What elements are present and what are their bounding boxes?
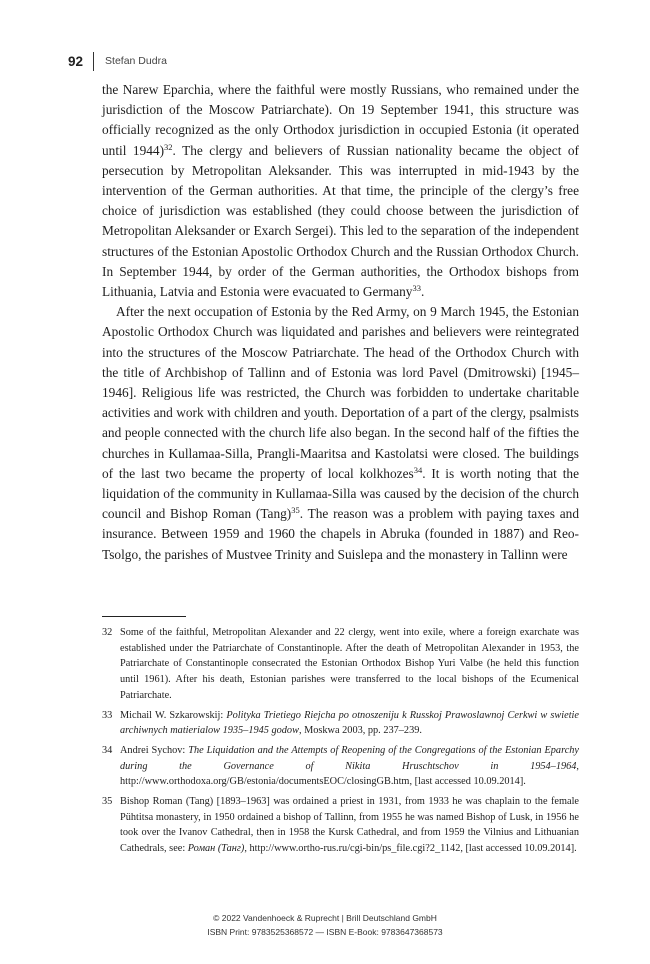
footnote-ref-35[interactable]: 35 (291, 505, 300, 516)
paragraph-2-text-a: After the next occupation of Estonia by the Red Army, on 9 March 1945, the Estonian Apostolic Orthodox Church was liquidated and parishes and believers were reintegrated into the structures of the Moscow Patriarchate. The head of the Orthodox Church with the title of Archbishop of Tallinn and of Estonia was lord Pavel (Dmitrowski) [1945–1946]. Religious life was restricted, the Church was forbidden to undertake charitable activities and work with children and youth. Deportation of a part of the clergy, psalmists and people connected with the church life also began. In the second half of the fifties the churches in Kullamaa-Silla, Prangli-Maaritsa and Kastolatsi were closed. The buildings of the last two became the property of local kolkhozes (102, 304, 579, 481)
footnote-number: 33 (102, 709, 113, 721)
page-number: 92 (68, 53, 84, 69)
running-head-author: Stefan Dudra (105, 55, 167, 67)
footnote-ref-34[interactable]: 34 (413, 464, 423, 475)
page-header (68, 50, 167, 72)
footnote-number: 32 (102, 627, 113, 638)
paragraph-1-text-b: . The clergy and believers of Russian nationality became the object of persecution by Metropolitan Aleksander. This was interrupted in mid-1943 by the intervention of the German authorities. At that time, the principle of the clergy’s free choice of jurisdiction was established (they could choose between the jurisdiction of Metropolitan Aleksander or Exarch Sergei). This led to the separation of the independent structures of the Estonian Apostolic Orthodox Church and the Russian Orthodox Church. In September 1944, by order of the German authorities, the Orthodox bishops from Lithuania, Latvia and Estonia were evacuated to Germany (102, 142, 579, 300)
paragraph-1 (102, 80, 579, 302)
footnote-citation: , Moskwa 2003, pp. 237–239. (298, 725, 422, 737)
header-divider (93, 52, 94, 71)
footnote-text: Bishop Roman (Tang) [1893–1963] was ordained a priest in 1931, from 1933 he was chaplain to the female Pühtitsa monastery, in 1950 ordained a bishop of Tallinn, from 1955 he was named Bishop of Lusk, in 1956 he took over the Ivanov Cathedral, then in 1958 the Kursk Cathedral, and from 1959 the Vilnius and Lithuanian Cathedrals, see: (120, 796, 579, 855)
footnote-32 (102, 625, 579, 704)
footnote-33 (102, 708, 579, 739)
footnote-author: Michail W. Szkarowskij: (120, 709, 227, 721)
paragraph-2-text-c: . The reason was a problem with paying taxes and insurance. Between 1959 and 1960 the chapels in Abruka (founded in 1887) and Reo-Tsolgo, the parishes of Mustvee Trinity and Suislepa and the monastery in Tallinn were (102, 506, 579, 562)
footnote-title: Polityka Trietiego Riejcha po otnoszeniju k Russkoj Prawoslawnoj Cerkwi w swietie archiwnych matierialow 1935–1945 godow (120, 709, 579, 737)
footnote-text: Some of the faithful, Metropolitan Alexander and 22 clergy, went into exile, where a foreign exarchate was established under the Patriarchate of Constantinople. After the death of Metropolitan Alexander in 1953, the Patriarchate of Constantinople consecrated the Estonian Orthodox Bishop Yuri Valbe (he held this function until 1961). After his death, Estonian parishes were transferred to the local bishops of the Ecumenical Patriarchate. (120, 627, 579, 701)
main-text (102, 80, 579, 565)
footnote-number: 34 (102, 744, 113, 756)
footnote-ref-32[interactable]: 32 (164, 141, 173, 152)
footnote-author: Andrei Sychov: (120, 744, 189, 756)
footnote-35 (102, 794, 579, 857)
footnote-34 (102, 743, 579, 790)
footnote-citation-link[interactable]: , http://www.ortho-rus.ru/cgi-bin/ps_file.cgi?2_1142, [last accessed 10.09.2014]. (244, 843, 577, 855)
paragraph-1-text-c: . (420, 284, 425, 300)
footnote-title: The Liquidation and the Attempts of Reopening of the Congregations of the Estonian Eparchy during the Governance of Nikita Hruschtschov in 1954–1964 (120, 744, 579, 772)
isbn-line: ISBN Print: 9783525368572 — ISBN E-Book: 9783647368573 (207, 926, 443, 937)
paragraph-2 (102, 302, 579, 565)
footnote-ref-33[interactable]: 33 (412, 283, 421, 294)
footnote-citation-link[interactable]: , http://www.orthodoxa.org/GB/estonia/documentsEOC/closingGB.htm, [last accessed 10.09.2014]. (120, 760, 579, 788)
paragraph-1-text-a: the Narew Eparchia, where the faithful were mostly Russians, who remained under the jurisdiction of the Moscow Patriarchate). On 19 September 1941, this structure was officially recognized as the only Orthodox jurisdiction in occupied Estonia (it operated until 1944) (102, 82, 579, 158)
copyright-line: © 2022 Vandenhoeck & Ruprecht | Brill Deutschland GmbH (213, 913, 437, 923)
paragraph-2-text-b: . It is worth noting that the liquidation of the community in Kullamaa-Silla was caused by the decision of the church council and Bishop Roman (Tang) (102, 465, 579, 522)
footnote-separator (102, 616, 186, 617)
footnotes (102, 625, 579, 861)
footnote-number: 35 (102, 796, 113, 808)
page-footer (0, 912, 650, 939)
footnote-title: Роман (Танг) (187, 843, 245, 855)
